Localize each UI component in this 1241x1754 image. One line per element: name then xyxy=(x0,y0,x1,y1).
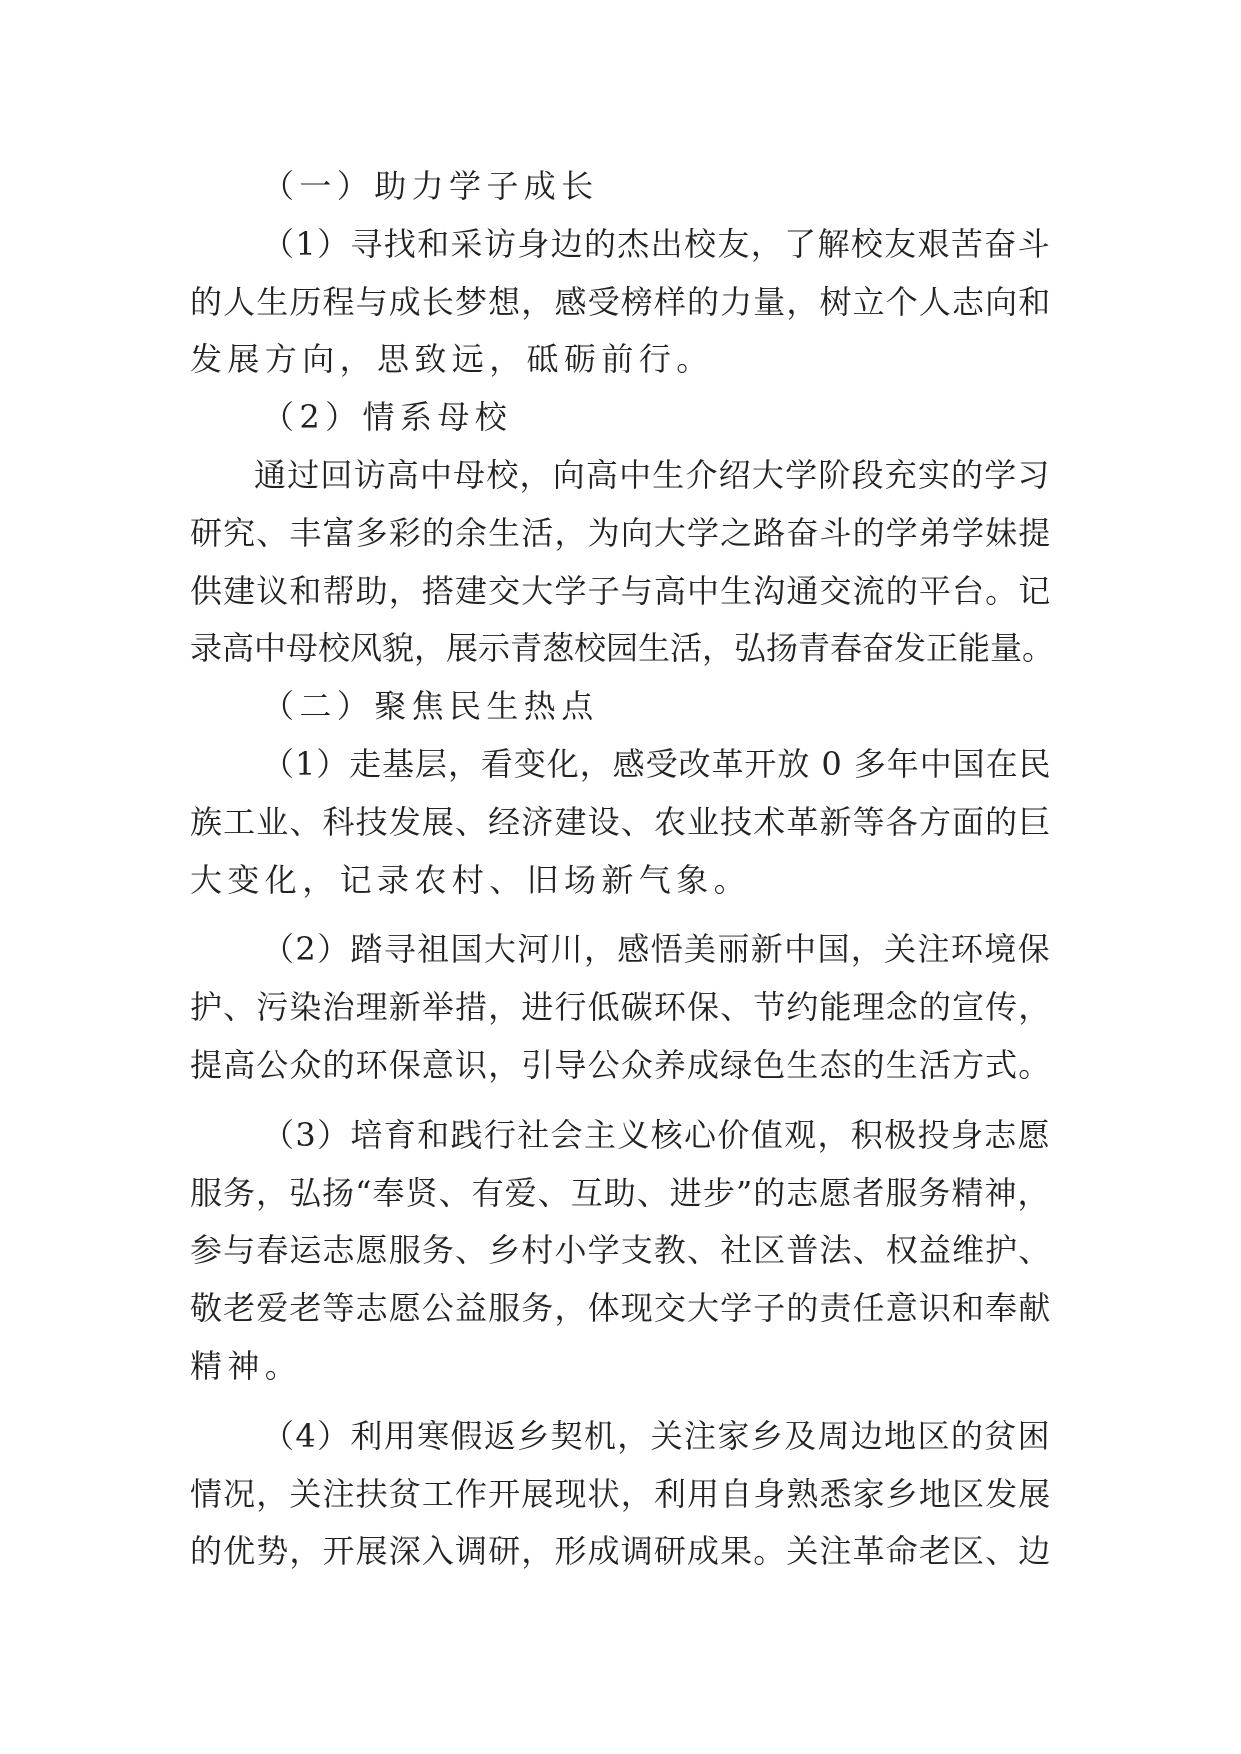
paragraph xyxy=(190,921,1051,1094)
text-line: 参与春运志愿服务、乡村小学支教、社区普法、权益维护、 xyxy=(190,1231,1052,1270)
text-line: 大变化，记录农村、旧场新气象。 xyxy=(190,860,752,899)
text-line: 录高中母校风貌，展示青葱校园生活，弘扬青春奋发正能量。 xyxy=(190,629,1055,668)
text-line: （2）情系母校 xyxy=(262,398,513,437)
paragraph xyxy=(190,158,1051,216)
paragraph xyxy=(190,1107,1051,1396)
text-line: （3）培育和践行社会主义核心价值观，积极投身志愿 xyxy=(262,1115,1051,1154)
text-line: （一）助力学子成长 xyxy=(262,167,599,205)
text-line: 研究、丰富多彩的余生活，为向大学之路奋斗的学弟学妹提 xyxy=(190,513,1052,552)
text-line: （1）寻找和采访身边的杰出校友，了解校友艰苦奋斗 xyxy=(262,224,1051,263)
text-line: 供建议和帮助，搭建交大学子与高中生沟通交流的平台。记 xyxy=(190,571,1052,610)
text-line: （4）利用寒假返乡契机，关注家乡及周边地区的贫困 xyxy=(262,1416,1051,1455)
paragraph-spacing xyxy=(190,1095,1051,1107)
text-line: 情况，关注扶贫工作开展现状，利用自身熟悉家乡地区发展 xyxy=(190,1474,1052,1513)
paragraph xyxy=(190,447,1055,678)
text-line: 族工业、科技发展、经济建设、农业技术革新等各方面的巨 xyxy=(190,802,1052,841)
paragraph xyxy=(190,389,1051,447)
paragraph xyxy=(190,678,1051,736)
paragraph xyxy=(190,1408,1051,1581)
paragraph-spacing xyxy=(190,909,1051,921)
text-line: 精神。 xyxy=(190,1346,303,1385)
text-line: 通过回访高中母校，向高中生介绍大学阶段充实的学习 xyxy=(254,455,1051,494)
text-line: （二）聚焦民生热点 xyxy=(262,687,599,726)
text-line: 服务，弘扬“奉贤、有爱、互助、进步”的志愿者服务精神， xyxy=(190,1173,1051,1212)
text-line: 的人生历程与成长梦想，感受榜样的力量，树立个人志向和 xyxy=(190,282,1052,321)
paragraph-spacing xyxy=(190,1396,1051,1408)
paragraph xyxy=(190,216,1051,389)
text-line: 提高公众的环保意识，引导公众养成绿色生态的生活方式。 xyxy=(190,1045,1052,1084)
text-line: （1）走基层，看变化，感受改革开放 0 多年中国在民 xyxy=(262,744,1052,783)
paragraph xyxy=(190,736,1051,909)
text-line: 护、污染治理新举措，进行低碳环保、节约能理念的宣传， xyxy=(190,988,1052,1027)
text-line: 的优势，开展深入调研，形成调研成果。关注革命老区、边 xyxy=(190,1532,1052,1571)
document-body xyxy=(190,158,1055,1581)
text-line: （2）踏寻祖国大河川，感悟美丽新中国，关注环境保 xyxy=(262,930,1051,969)
text-line: 发展方向，思致远，砥砺前行。 xyxy=(190,340,714,379)
text-line: 敬老爱老等志愿公益服务，体现交大学子的责任意识和奉献 xyxy=(190,1289,1052,1328)
